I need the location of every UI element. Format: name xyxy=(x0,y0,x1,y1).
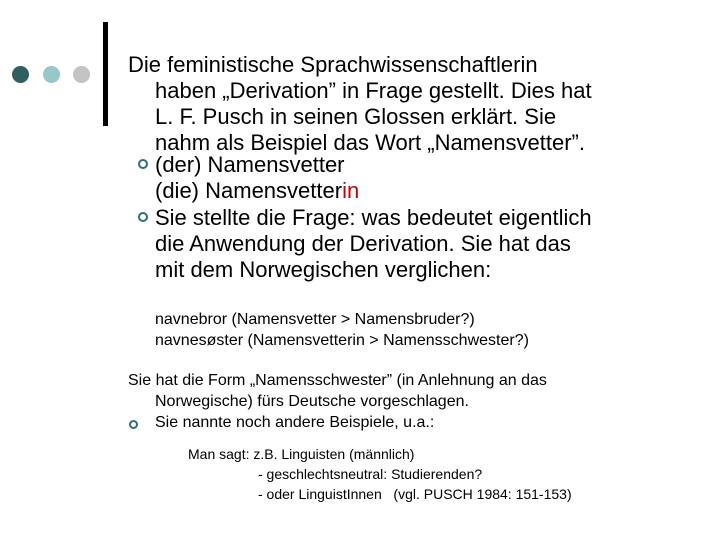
intro-line-3: L. F. Pusch in seinen Glossen erklärt. Sie xyxy=(155,104,557,129)
decorative-dot-gray xyxy=(73,66,90,83)
bullet-1 xyxy=(155,152,705,204)
bullet-2-line-2: die Anwendung der Derivation. Sie hat das xyxy=(155,231,571,256)
intro-line-4: nahm als Beispiel das Wort „Namensvetter”. xyxy=(155,130,585,155)
example-line-2: navnesøster (Namensvetterin > Namensschwester?) xyxy=(155,332,529,349)
intro-line-2: haben „Derivation” in Frage gestellt. Dies hat xyxy=(155,78,592,103)
bullet-2-line-1: Sie stellte die Frage: was bedeutet eigentlich xyxy=(155,205,592,230)
bullet-1-line-2-prefix: (die) Namensvetter xyxy=(155,178,343,203)
bullet-1-line-1: (der) Namensvetter xyxy=(155,152,345,177)
example-line-1: navnebror (Namensvetter > Namensbruder?) xyxy=(155,311,475,328)
note-block xyxy=(188,444,708,504)
note-line-3: - oder LinguistInnen (vgl. PUSCH 1984: 151-153) xyxy=(258,486,572,502)
bullet-ring-icon xyxy=(138,212,148,222)
bullet-2-line-3: mit dem Norwegischen verglichen: xyxy=(155,257,492,282)
decorative-dot-dark xyxy=(12,66,29,83)
bullet-1-line-2-suffix: in xyxy=(342,178,360,203)
decorative-vertical-bar xyxy=(103,22,108,126)
bullet-ring-icon xyxy=(129,420,138,429)
bullet-1-line-2 xyxy=(155,178,705,204)
intro-paragraph xyxy=(128,52,708,156)
decorative-dot-light xyxy=(43,66,60,83)
norwegian-examples xyxy=(155,309,710,351)
note-line-1: Man sagt: z.B. Linguisten (männlich) xyxy=(188,446,415,462)
bullet-3: Sie nannte noch andere Beispiele, u.a.: xyxy=(155,414,435,431)
note-line-2: - geschlechtsneutral: Studierenden? xyxy=(258,466,483,482)
paragraph-2 xyxy=(128,370,708,412)
bullet-ring-icon xyxy=(138,159,148,169)
bullet-2 xyxy=(155,205,710,283)
para-2-line-1: Sie hat die Form „Namensschwester” (in Anlehnung an das xyxy=(128,372,547,389)
intro-line-1: Die feministische Sprachwissenschaftlerin xyxy=(128,52,538,77)
para-2-line-2: Norwegische) fürs Deutsche vorgeschlagen. xyxy=(155,393,469,410)
